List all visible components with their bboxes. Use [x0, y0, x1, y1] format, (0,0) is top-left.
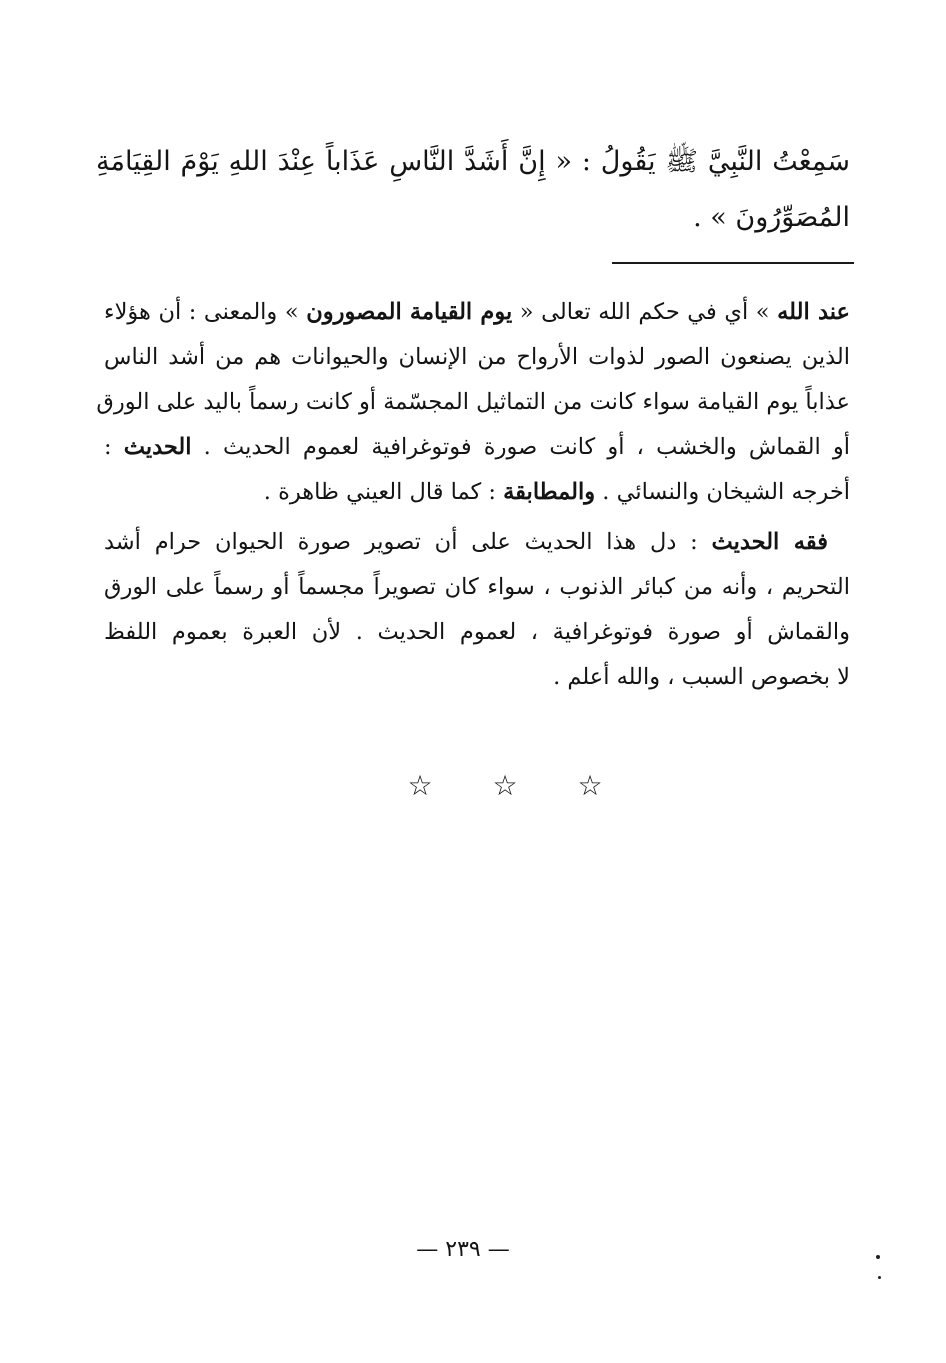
footnote-separator-rule: [612, 262, 854, 264]
commentary-text: :: [104, 434, 124, 460]
commentary-text: » أي في حكم الله تعالى «: [512, 299, 778, 325]
hadith-line: المُصَوِّرُونَ » .: [693, 202, 850, 233]
fiqh-paragraph: [104, 520, 850, 700]
term-bold: يوم القيامة المصورون: [306, 299, 513, 325]
fiqh-line: [104, 520, 850, 565]
commentary-paragraph: [96, 290, 850, 515]
commentary-line: [104, 425, 850, 470]
fiqh-text: : دل هذا الحديث على أن تصوير صورة الحيوان حرام أشد: [104, 529, 712, 555]
star-icon: ☆: [577, 769, 603, 802]
scan-speck: [878, 1276, 881, 1279]
fiqh-line: التحريم ، وأنه من كبائر الذنوب ، سواء كان تصويراً مجسماً أو رسماً على الورق: [104, 574, 850, 600]
commentary-text: أخرجه الشيخان والنسائي .: [595, 479, 850, 505]
star-icon: ☆: [407, 769, 433, 802]
term-bold: الحديث: [123, 434, 192, 460]
term-bold: والمطابقة: [503, 479, 596, 505]
fiqh-line: والقماش أو صورة فوتوغرافية ، لعموم الحديث . لأن العبرة بعموم اللفظ: [104, 619, 850, 645]
commentary-line: [104, 470, 850, 515]
page-number: — ٢٣٩ —: [416, 1237, 510, 1262]
commentary-line: عذاباً يوم القيامة سواء كانت من التماثيل المجسّمة أو كانت رسماً باليد على الورق: [96, 389, 850, 415]
commentary-text: » والمعنى : أن هؤلاء: [104, 299, 307, 325]
star-icon: ☆: [492, 769, 518, 802]
commentary-line: [104, 290, 850, 335]
hadith-line: سَمِعْتُ النَّبِيَّ ﷺ يَقُولُ : « إِنَّ أَشَدَّ النَّاسِ عَذَاباً عِنْدَ اللهِ يَوْمَ القِيَامَةِ: [96, 146, 850, 177]
fiqh-line: لا بخصوص السبب ، والله أعلم .: [553, 664, 850, 690]
fiqh-heading: فقه الحديث: [711, 529, 828, 555]
scan-speck: [876, 1255, 880, 1259]
term-bold: عند الله: [777, 299, 850, 325]
hadith-text: [96, 134, 850, 246]
section-separator-stars: [400, 766, 610, 806]
commentary-line: الذين يصنعون الصور لذوات الأرواح من الإنسان والحيوانات هم من أشد الناس: [104, 344, 850, 370]
commentary-text: : كما قال العيني ظاهرة .: [263, 479, 504, 505]
commentary-text: أو القماش والخشب ، أو كانت صورة فوتوغرافية لعموم الحديث .: [191, 434, 850, 460]
